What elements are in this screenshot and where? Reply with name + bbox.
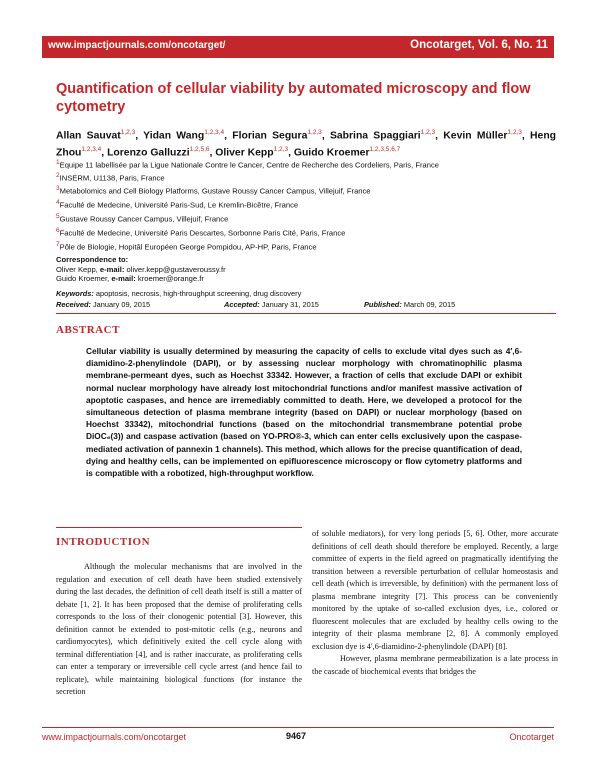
author-affiliation-marker: 1,2,3	[273, 146, 289, 154]
correspondence-name: Guido Kroemer,	[56, 274, 110, 283]
author-name: Sabrina Spaggiari	[329, 130, 421, 142]
body-paragraph: Although the molecular mechanisms that are involved in the regulation and execution of cell death have been studied extensively during the last decades, the definition of cell death itself is still a matter of debate [1, 2]. It has been proposed that the demise of proliferating cells corresponds to the loss of their clonogenic potential [3]. However, this definition cannot be extended to post-mitotic cells (e.g., neurons and cardiomyocytes), which definitively exited the cell cycle along with terminal differentiation [4], and is rather inaccurate, as proliferating cells can enter a temporary or irreversible cell cycle arrest (and hence fail to replicate), while maintaining biological functions (for instance the secretion	[56, 562, 302, 696]
affiliation-number: 2	[56, 172, 60, 179]
affiliation-item	[56, 170, 556, 184]
affiliation-item	[56, 183, 556, 197]
author-name: Oliver Kepp	[215, 147, 274, 159]
author-affiliation-marker: 1,2,3	[420, 129, 436, 136]
affiliation-item	[56, 197, 556, 211]
body-column-right	[312, 528, 558, 678]
affiliation-text: Metabolomics and Cell Biology Platforms, Gustave Roussy Cancer Campus, Villejuif, France	[59, 186, 371, 196]
affiliation-number: 4	[56, 199, 60, 206]
author-affiliation-marker: 1,2,3	[307, 129, 322, 136]
affiliation-text: Faculté de Medecine, Université Paris-Sud, Le Kremlin-Bicêtre, France	[59, 200, 299, 210]
keywords-label: Keywords:	[56, 289, 94, 298]
affiliation-number: 3	[56, 185, 60, 192]
author-affiliation-marker: 1,2,5,6	[189, 146, 210, 154]
section-divider	[56, 313, 556, 314]
abstract-text: Cellular viability is usually determined by measuring the capacity of cells to exclude vital dyes such as 4′,6-diamidino-2-phenylindole (DAPI), or by assessing nuclear morphology with chromatinophilic plasma membrane-permeant dyes, such as Hoechst 33342. However, a fraction of cells that exclude DAPI or exhibit normal nuclear morphology have already lost mitochondrial functions and/or manifest massive activation of apoptotic caspases, and hence are irremediably committed to death. Here, we developed a protocol for the simultaneous detection of plasma membrane integrity (based on DAPI) or nuclear morphology (based on Hoechst 33342), mitochondrial functions (based on the mitochondrial transmembrane potential probe DiOC₆(3)) and caspase activation (based on YO-PRO®-3, which can enter cells exclusively upon the caspase-mediated activation of pannexin 1 channels). This method, which allows for the precise quantification of dead, dying and healthy cells, can be implemented on epifluorescence microscopy or flow cytometry platforms and is compatible with a robotized, high-throughput workflow.	[86, 346, 522, 479]
author-name: Guido Kroemer	[293, 147, 370, 159]
correspondence-line	[56, 274, 556, 284]
correspondence-label: Correspondence to:	[56, 255, 129, 264]
author-affiliation-marker: 1,2,3,5,6,7	[369, 146, 401, 154]
introduction-heading: INTRODUCTION	[56, 536, 151, 548]
affiliation-text: INSERM, U1138, Paris, France	[59, 173, 165, 183]
footer-divider	[42, 727, 554, 728]
correspondence-name: Oliver Kepp,	[56, 264, 98, 274]
author-list: Allan Sauvat$^{1,2,3}$, Yidan Wang$^{1,2,3,4}$, Florian Segura$^{1,2,3}$, Sabrina Spaggiari$^{1,2,3}$, Kevin Müller$^{1,2,3}$, Heng Zhou$^{1,2,3,4}$, Lorenzo Galluzzi$^{1,2,5,6}$, Oliver Kepp$^{1,2,3}$, Guido Kroemer$^{1,2,3,5,6,7}$	[56, 129, 557, 159]
correspondence-block	[56, 255, 556, 284]
email-link[interactable]: kroemer@orange.fr	[137, 274, 204, 283]
correspondence-line	[56, 265, 556, 275]
abstract-heading: ABSTRACT	[56, 324, 120, 336]
author-name: Yidan Wang	[143, 130, 205, 142]
author-affiliation-marker: 1,2,3	[507, 129, 522, 136]
keywords-text: apoptosis, necrosis, high-throughput screening, drug discovery	[95, 289, 302, 298]
body-paragraph: of soluble mediators), for very long periods [5, 6]. Other, more accurate definitions of cell death should therefore be employed. Recently, a large committee of experts in the field agreed on pragmatically identifying the transition between a reversible perturbation of cellular homeostasis and cell death (which is irreversible, by definition) with the permanent loss of plasma membrane integrity [7]. This process can be conveniently monitored by the uptake of so-called exclusion dyes, i.e., colored or fluorescent molecules that are excluded by healthy cells owing to the integrity of their plasma membrane [2, 8]. A commonly employed exclusion dye is 4′,6-diamidino-2-phenylindole (DAPI) [8].	[312, 529, 558, 651]
page-number: 9467	[286, 731, 307, 741]
author-affiliation-marker: 1,2,3	[120, 129, 136, 136]
affiliation-text: Gustave Roussy Cancer Campus, Villejuif, France	[59, 214, 229, 224]
author-name: Allan Sauvat	[56, 130, 121, 142]
author-name: Heng Zhou	[56, 130, 557, 159]
affiliation-text: Equipe 11 labellisée par la Ligue Nationale Contre le Cancer, Centre de Recherche des Cordeliers, Paris, France	[59, 160, 439, 170]
published-date: Published: March 09, 2015	[364, 300, 456, 309]
author-name: Florian Segura	[232, 130, 308, 142]
affiliation-number: 1	[56, 159, 60, 166]
received-date: Received: January 09, 2015	[56, 300, 151, 309]
affiliation-item	[56, 225, 556, 239]
footer-journal: Oncotarget	[509, 732, 554, 742]
footer-url[interactable]: www.impactjournals.com/oncotarget	[42, 732, 187, 742]
email-label: e-mail:	[111, 274, 136, 283]
author-name: Lorenzo Galluzzi	[107, 147, 190, 159]
author-name: Kevin Müller	[443, 130, 508, 142]
header-journal-citation: Oncotarget, Vol. 6, No. 11	[410, 39, 548, 51]
section-divider	[56, 527, 302, 528]
email-link[interactable]: oliver.kepp@gustaveroussy.fr	[126, 264, 226, 274]
affiliation-number: 7	[56, 241, 60, 248]
affiliation-item	[56, 239, 556, 253]
keywords-line	[56, 289, 556, 298]
header-url[interactable]: www.impactjournals.com/oncotarget/	[48, 40, 226, 51]
body-paragraph: However, plasma membrane permeabilization is a late process in the cascade of biochemical events that bridges the	[312, 654, 558, 676]
journal-header-bar	[42, 36, 554, 58]
affiliation-item	[56, 157, 556, 171]
author-affiliation-marker: 1,2,3,4	[81, 146, 102, 154]
affiliation-text: Faculté de Medecine, Université Paris Descartes, Sorbonne Paris Cité, Paris, France	[59, 228, 346, 238]
affiliation-item	[56, 211, 556, 225]
author-affiliation-marker: 1,2,3,4	[204, 129, 225, 136]
affiliation-number: 5	[56, 213, 60, 220]
affiliation-text: Pôle de Biologie, Hopitâl Européen George Pompidou, AP-HP, Paris, France	[59, 242, 317, 252]
affiliation-number: 6	[56, 227, 60, 234]
email-label: e-mail:	[99, 264, 125, 274]
body-column-left	[56, 561, 302, 699]
accepted-date: Accepted: January 31, 2015	[224, 300, 319, 309]
article-title: Quantification of cellular viability by automated microscopy and flow cytometry	[56, 81, 531, 115]
